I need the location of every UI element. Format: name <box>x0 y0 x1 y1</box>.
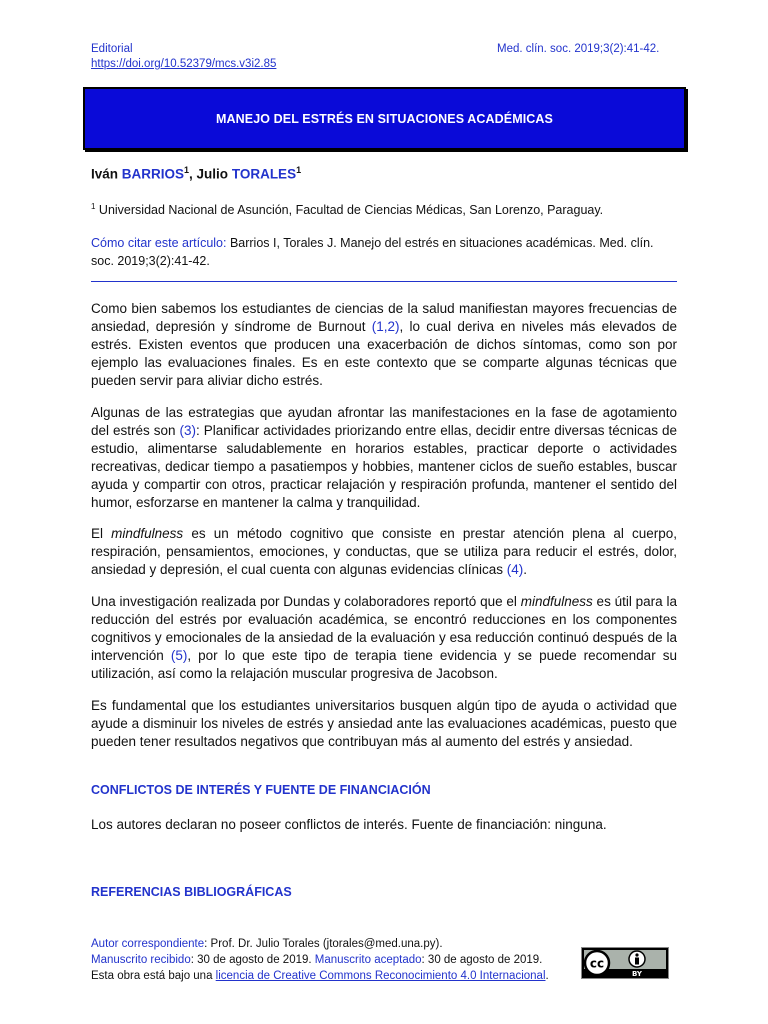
conflicts-heading: CONFLICTOS DE INTERÉS Y FUENTE DE FINANCIACIÓN <box>91 783 431 797</box>
section-label: Editorial <box>91 43 133 55</box>
footer <box>91 936 549 984</box>
header-divider <box>91 281 677 282</box>
paragraph-4-emphasis: mindfulness <box>520 594 593 609</box>
author-2-last[interactable]: TORALES <box>231 166 297 182</box>
accepted-text: : 30 de agosto de 2019. <box>421 954 543 966</box>
accepted-label: Manuscrito aceptado <box>314 954 422 966</box>
license-link[interactable]: licencia de Creative Commons Reconocimiento 4.0 Internacional <box>215 970 546 982</box>
paragraph-2-text-b: : Planificar actividades priorizando entre ellas, decidir entre diversas técnicas de estudio, alimentarse saludablemente en horarios estables, practicar deporte o actividades recreativas, dedicar tiempo a pasatiempos y hobbies, mantener ciclos de sueño estables, buscar ayuda y compartir con otros, practicar relajación y respiración profunda, mantener el sentido del humor, esforzarse en mantener la calma y tranquilidad. <box>91 423 677 510</box>
corresponding-label: Autor correspondiente <box>91 938 205 950</box>
how-to-cite <box>91 234 677 270</box>
cc-by-badge-graphic <box>582 948 668 978</box>
citation-ref-5[interactable]: (5) <box>170 648 188 663</box>
license-prefix: Esta obra está bajo una <box>91 970 216 982</box>
paragraph-1-text-a: Como bien sabemos los estudiantes de ciencias de la salud manifiestan mayores frecuencias de ansiedad, depresión y síndrome de Burnout <box>91 301 677 334</box>
article-title: MANEJO DEL ESTRÉS EN SITUACIONES ACADÉMICAS <box>216 111 553 126</box>
paragraph-4-text-c: , por lo que este tipo de terapia tiene evidencia y se puede recomendar su utilización, así como la relajación muscular progresiva de Jacobson. <box>91 648 677 681</box>
author-1-first: Iván <box>91 166 122 182</box>
citation-ref-3[interactable]: (3) <box>179 423 196 438</box>
footer-dates <box>91 952 549 968</box>
license-suffix: . <box>545 970 549 982</box>
title-banner <box>83 87 686 150</box>
journal-reference: Med. clín. soc. 2019;3(2):41-42. <box>497 43 660 55</box>
paragraph-3-text-b: es un método cognitivo que consiste en prestar atención plena al cuerpo, respiración, pensamientos, emociones, y conductas, que se utiliza para reducir el estrés, dolor, ansiedad y depresión, el cual cuenta con algunas evidencias clínicas <box>91 526 677 577</box>
header-left <box>91 42 276 72</box>
cc-by-license-icon[interactable] <box>581 947 669 979</box>
how-to-cite-label: Cómo citar este artículo: <box>91 236 227 250</box>
doi-link[interactable]: https://doi.org/10.52379/mcs.v3i2.85 <box>91 58 277 70</box>
conflicts-text: Los autores declaran no poseer conflictos de interés. Fuente de financiación: ninguna. <box>91 817 607 832</box>
footer-license <box>91 968 549 984</box>
corresponding-text: : Prof. Dr. Julio Torales (jtorales@med.una.py). <box>204 938 443 950</box>
author-1-affil-mark: 1 <box>184 165 190 175</box>
paragraph-1 <box>91 300 677 390</box>
paragraph-3-text-c: . <box>523 562 528 577</box>
affiliation-mark: 1 <box>91 202 96 211</box>
author-2-affil-mark: 1 <box>296 165 302 175</box>
affiliation <box>91 202 603 217</box>
author-line <box>91 165 301 182</box>
paragraph-4-text-b: es útil para la reducción del estrés por evaluación académica, se encontró reducciones en los componentes cognitivos y emocionales de la ansiedad de la evaluación y esa reducción continuó después de la intervención <box>91 594 677 663</box>
by-icon-text: BY <box>631 970 643 978</box>
references-heading: REFERENCIAS BIBLIOGRÁFICAS <box>91 885 292 899</box>
paragraph-5: Es fundamental que los estudiantes universitarios busquen algún tipo de ayuda o actividad que ayude a disminuir los niveles de estrés y ansiedad ante las evaluaciones académicas, puesto que pueden tener resultados negativos que contribuyan más al aumento del estrés y ansiedad. <box>91 698 677 749</box>
paragraph-3-emphasis: mindfulness <box>111 526 184 541</box>
paragraph-2-text-a: Algunas de las estrategias que ayudan afrontar las manifestaciones en la fase de agotamiento del estrés son <box>91 405 677 438</box>
author-1-last[interactable]: BARRIOS <box>121 166 185 182</box>
footer-corresponding <box>91 936 549 952</box>
paragraph-3 <box>91 525 677 579</box>
citation-ref-1-2[interactable]: (1,2) <box>371 319 400 334</box>
paragraph-4 <box>91 593 677 683</box>
citation-ref-4[interactable]: (4) <box>506 562 524 577</box>
cc-icon-text: cc <box>589 956 605 971</box>
author-separator: , Julio <box>189 166 232 182</box>
paragraph-4-text-a: Una investigación realizada por Dundas y colaboradores reportó que el <box>91 594 521 609</box>
affiliation-text: Universidad Nacional de Asunción, Facultad de Ciencias Médicas, San Lorenzo, Paraguay. <box>95 203 604 218</box>
received-text: : 30 de agosto de 2019. <box>190 954 315 966</box>
how-to-cite-text: Barrios I, Torales J. Manejo del estrés en situaciones académicas. Med. clín. soc. 2019;3(2):41-42. <box>91 236 654 268</box>
paragraph-2 <box>91 404 677 512</box>
paragraph-1-text-b: , lo cual deriva en niveles más elevados de estrés. Existen eventos que producen una exacerbación de dichos síntomas, como son por ejemplo las evaluaciones finales. Es en este contexto que se comparte algunas técnicas que pueden servir para aliviar dicho estrés. <box>91 319 678 388</box>
received-label: Manuscrito recibido <box>91 954 191 966</box>
paragraph-3-text-a: El <box>91 526 112 541</box>
